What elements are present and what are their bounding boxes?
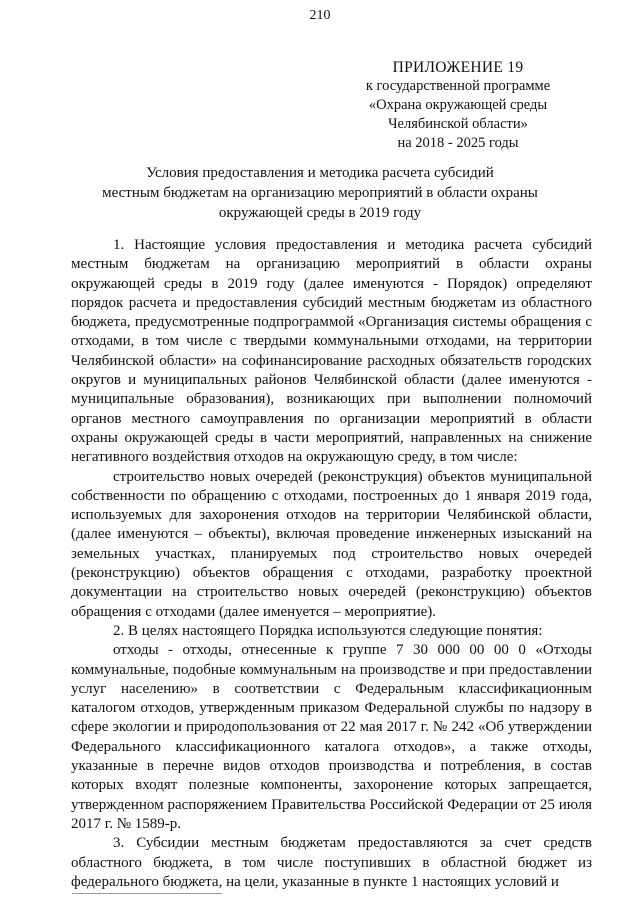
document-body [71,236,592,892]
paragraph-waste-definition: отходы - отходы, отнесенные к группе 7 30 000 00 00 0 «Отходы коммунальные, подобные коммунальным на производстве и при предоставлении услуг населению» в соответствии с Федеральным классификационным каталогом отходов, утвержденным приказом Федеральной службы по надзору в сфере экологии и природопользования от 22 мая 2017 г. № 242 «Об утверждении Федерального классификационного каталога отходов», а также отходы, указанные в перечне видов отходов производства и потребления, в состав которых входят полезные компоненты, захоронение которых запрещается, утвержденном распоряжением Правительства Российской Федерации от 25 июля 2017 г. № 1589-р. [71,642,592,832]
document-title-line: окружающей среды в 2019 году [218,205,422,221]
paragraph-construction: строительство новых очередей (реконструкция) объектов муниципальной собственности по обращению с отходами, построенных до 1 января 2019 года, используемых для захоронения отходов на территории Челябинской области, (далее именуются – объекты), включая проведение инженерных изысканий на земельных участках, планируемых под строительство новых очередей (реконструкцию) объектов обращения с отходами, разработку проектной документации на строительство новых очередей (реконструкцию) объектов обращения с отходами (далее именуется – мероприятие). [71,468,592,620]
appendix-line: на 2018 - 2025 годы [397,135,519,151]
appendix-title: ПРИЛОЖЕНИЕ 19 [392,59,524,76]
appendix-header [358,58,558,153]
scan-edge-line [72,893,222,894]
paragraph-1: 1. Настоящие условия предоставления и методика расчета субсидий местным бюджетам на организацию мероприятий в области охраны окружающей среды в 2019 году (далее именуются - Порядок) определяют порядок расчета и предоставления субсидий местным бюджетам из областного бюджета, предусмотренные подпрограммой «Организация системы обращения с отходами, в том числе с твердыми коммунальными отходами, на территории Челябинской области» на софинансирование расходных обязательств городских округов и муниципальных районов Челябинской области (далее именуются - муниципальные образования), возникающих при выполнении полномочий органов местного самоуправления по организации мероприятий в области охраны окружающей среды в части мероприятий, направленных на снижение негативного воздействия отходов на окружающую среду, в том числе: [71,237,592,466]
document-title-line: местным бюджетам на организацию мероприятий в области охраны [102,185,538,201]
page-number: 210 [309,8,331,23]
paragraph-2: 2. В целях настоящего Порядка используются следующие понятия: [113,622,543,639]
document-title [60,163,580,223]
appendix-line: Челябинской области» [388,116,528,132]
paragraph-3: 3. Субсидии местным бюджетам предоставляются за счет средств областного бюджета, в том числе поступивших в областной бюджет из федерального бюджета, на цели, указанные в пункте 1 настоящих условий и [71,835,592,890]
appendix-line: к государственной программе [365,78,551,94]
appendix-line: «Охрана окружающей среды [368,97,548,113]
document-title-line: Условия предоставления и методика расчета субсидий [146,165,494,181]
